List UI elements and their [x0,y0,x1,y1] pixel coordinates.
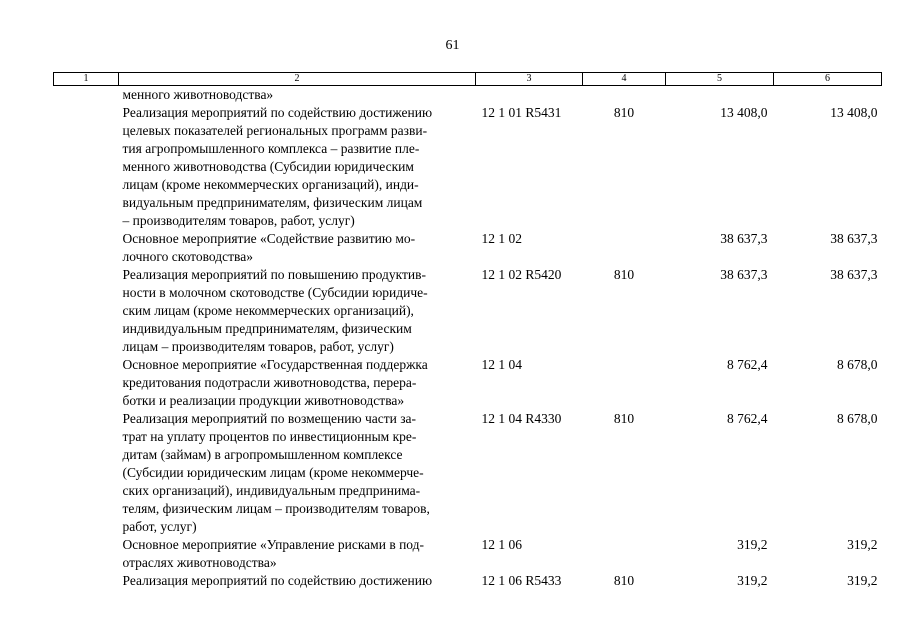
amount-col5-cell: 8 762,4 [727,411,768,426]
item-name-line: лицам (кроме некоммерческих организаций), инди- [122,177,419,192]
target-article-code-cell: 12 1 04 [481,357,522,372]
target-article-code-cell: 12 1 04 R4330 [481,411,562,426]
target-article-code-cell [476,86,583,105]
column-header-4: 4 [583,73,666,86]
amount-col6-cell: 38 637,3 [830,267,878,282]
item-name-line: целевых показателей региональных программ разви- [122,123,428,138]
amount-col5-cell: 13 408,0 [720,105,768,120]
item-name-cell [119,356,476,410]
row-number-cell [54,266,119,356]
table-row [54,230,882,266]
item-name-line: видуальным предпринимателям, физическим лицам [122,195,423,210]
table-body [54,86,882,591]
amount-col5-cell: 319,2 [737,573,768,588]
target-article-code-cell: 12 1 02 R5420 [481,267,562,282]
amount-col6-cell: 8 678,0 [837,357,878,372]
item-name-line: трат на уплату процентов по инвестиционным кре- [122,429,417,444]
column-header-1: 1 [54,73,119,86]
table-row [54,536,882,572]
expense-type-cell [583,536,666,572]
item-name-line: ских организаций), индивидуальным предпринима- [122,483,421,498]
item-name-line: – производителям товаров, работ, услуг) [122,213,355,228]
target-article-code-cell: 12 1 06 [481,537,522,552]
amount-col6-cell: 319,2 [847,573,878,588]
table-row [54,104,882,230]
item-name-cell [119,536,476,572]
item-name-line: менного животноводства (Субсидии юридическим [122,159,414,174]
target-article-code-cell: 12 1 02 [481,231,522,246]
item-name-line: лицам – производителям товаров, работ, услуг) [122,339,394,354]
amount-col5-cell: 38 637,3 [720,231,768,246]
column-header-5: 5 [666,73,774,86]
item-name-cell [119,572,476,590]
item-name-cell [119,410,476,536]
row-number-cell [54,572,119,590]
item-name-line: Основное мероприятие «Государственная поддержка [122,357,428,372]
table-row [54,356,882,410]
item-name-line: Основное мероприятие «Управление рисками в под- [122,537,425,552]
item-name-cell [119,230,476,266]
amount-col6-cell: 13 408,0 [830,105,878,120]
item-name-cell [119,266,476,356]
item-name-line: индивидуальным предпринимателям, физическим [122,321,412,336]
item-name-line: ботки и реализации продукции животноводства» [122,393,405,408]
table-header-row [54,73,882,86]
item-name-line: тия агропромышленного комплекса – развитие пле- [122,141,420,156]
amount-col5-cell: 38 637,3 [720,267,768,282]
item-name-line: Реализация мероприятий по содействию достижению [122,573,433,588]
item-name-line: (Субсидии юридическим лицам (кроме некоммерче- [122,465,424,480]
amount-col5-cell: 8 762,4 [727,357,768,372]
amount-col5-cell: 319,2 [737,537,768,552]
budget-table [53,72,882,590]
item-name-line: работ, услуг) [122,519,197,534]
amount-col6-cell: 319,2 [847,537,878,552]
table-row [54,572,882,590]
item-name-line: Реализация мероприятий по возмещению части за- [122,411,417,426]
item-name-line: менного животноводства» [122,87,274,102]
row-number-cell [54,356,119,410]
item-name-cell [119,104,476,230]
item-name-line: отраслях животноводства» [122,555,277,570]
page-number: 61 [445,38,460,53]
item-name-line: Реализация мероприятий по повышению продуктив- [122,267,426,282]
item-name-cell [119,86,476,105]
column-header-2: 2 [119,73,476,86]
expense-type-cell: 810 [613,267,635,282]
expense-type-cell: 810 [613,573,635,588]
item-name-line: Реализация мероприятий по содействию достижению [122,105,433,120]
amount-col5-cell [666,86,774,105]
item-name-line: кредитования подотрасли животноводства, перера- [122,375,417,390]
item-name-line: дитам (займам) в агропромышленном комплексе [122,447,403,462]
expense-type-cell: 810 [613,105,635,120]
amount-col6-cell [774,86,882,105]
column-header-3: 3 [476,73,583,86]
row-number-cell [54,104,119,230]
target-article-code-cell: 12 1 01 R5431 [481,105,562,120]
row-number-cell [54,86,119,105]
amount-col6-cell: 38 637,3 [830,231,878,246]
expense-type-cell [583,356,666,410]
table-row [54,266,882,356]
item-name-line: ности в молочном скотоводстве (Субсидии юридиче- [122,285,428,300]
column-header-6: 6 [774,73,882,86]
item-name-line: ским лицам (кроме некоммерческих организаций), [122,303,414,318]
expense-type-cell [583,230,666,266]
amount-col6-cell: 8 678,0 [837,411,878,426]
item-name-line: телям, физическим лицам – производителям товаров, [122,501,430,516]
expense-type-cell: 810 [613,411,635,426]
table-row [54,86,882,105]
item-name-line: лочного скотоводства» [122,249,253,264]
table-row [54,410,882,536]
item-name-line: Основное мероприятие «Содействие развитию мо- [122,231,416,246]
row-number-cell [54,410,119,536]
target-article-code-cell: 12 1 06 R5433 [481,573,562,588]
row-number-cell [54,536,119,572]
row-number-cell [54,230,119,266]
expense-type-cell [583,86,666,105]
